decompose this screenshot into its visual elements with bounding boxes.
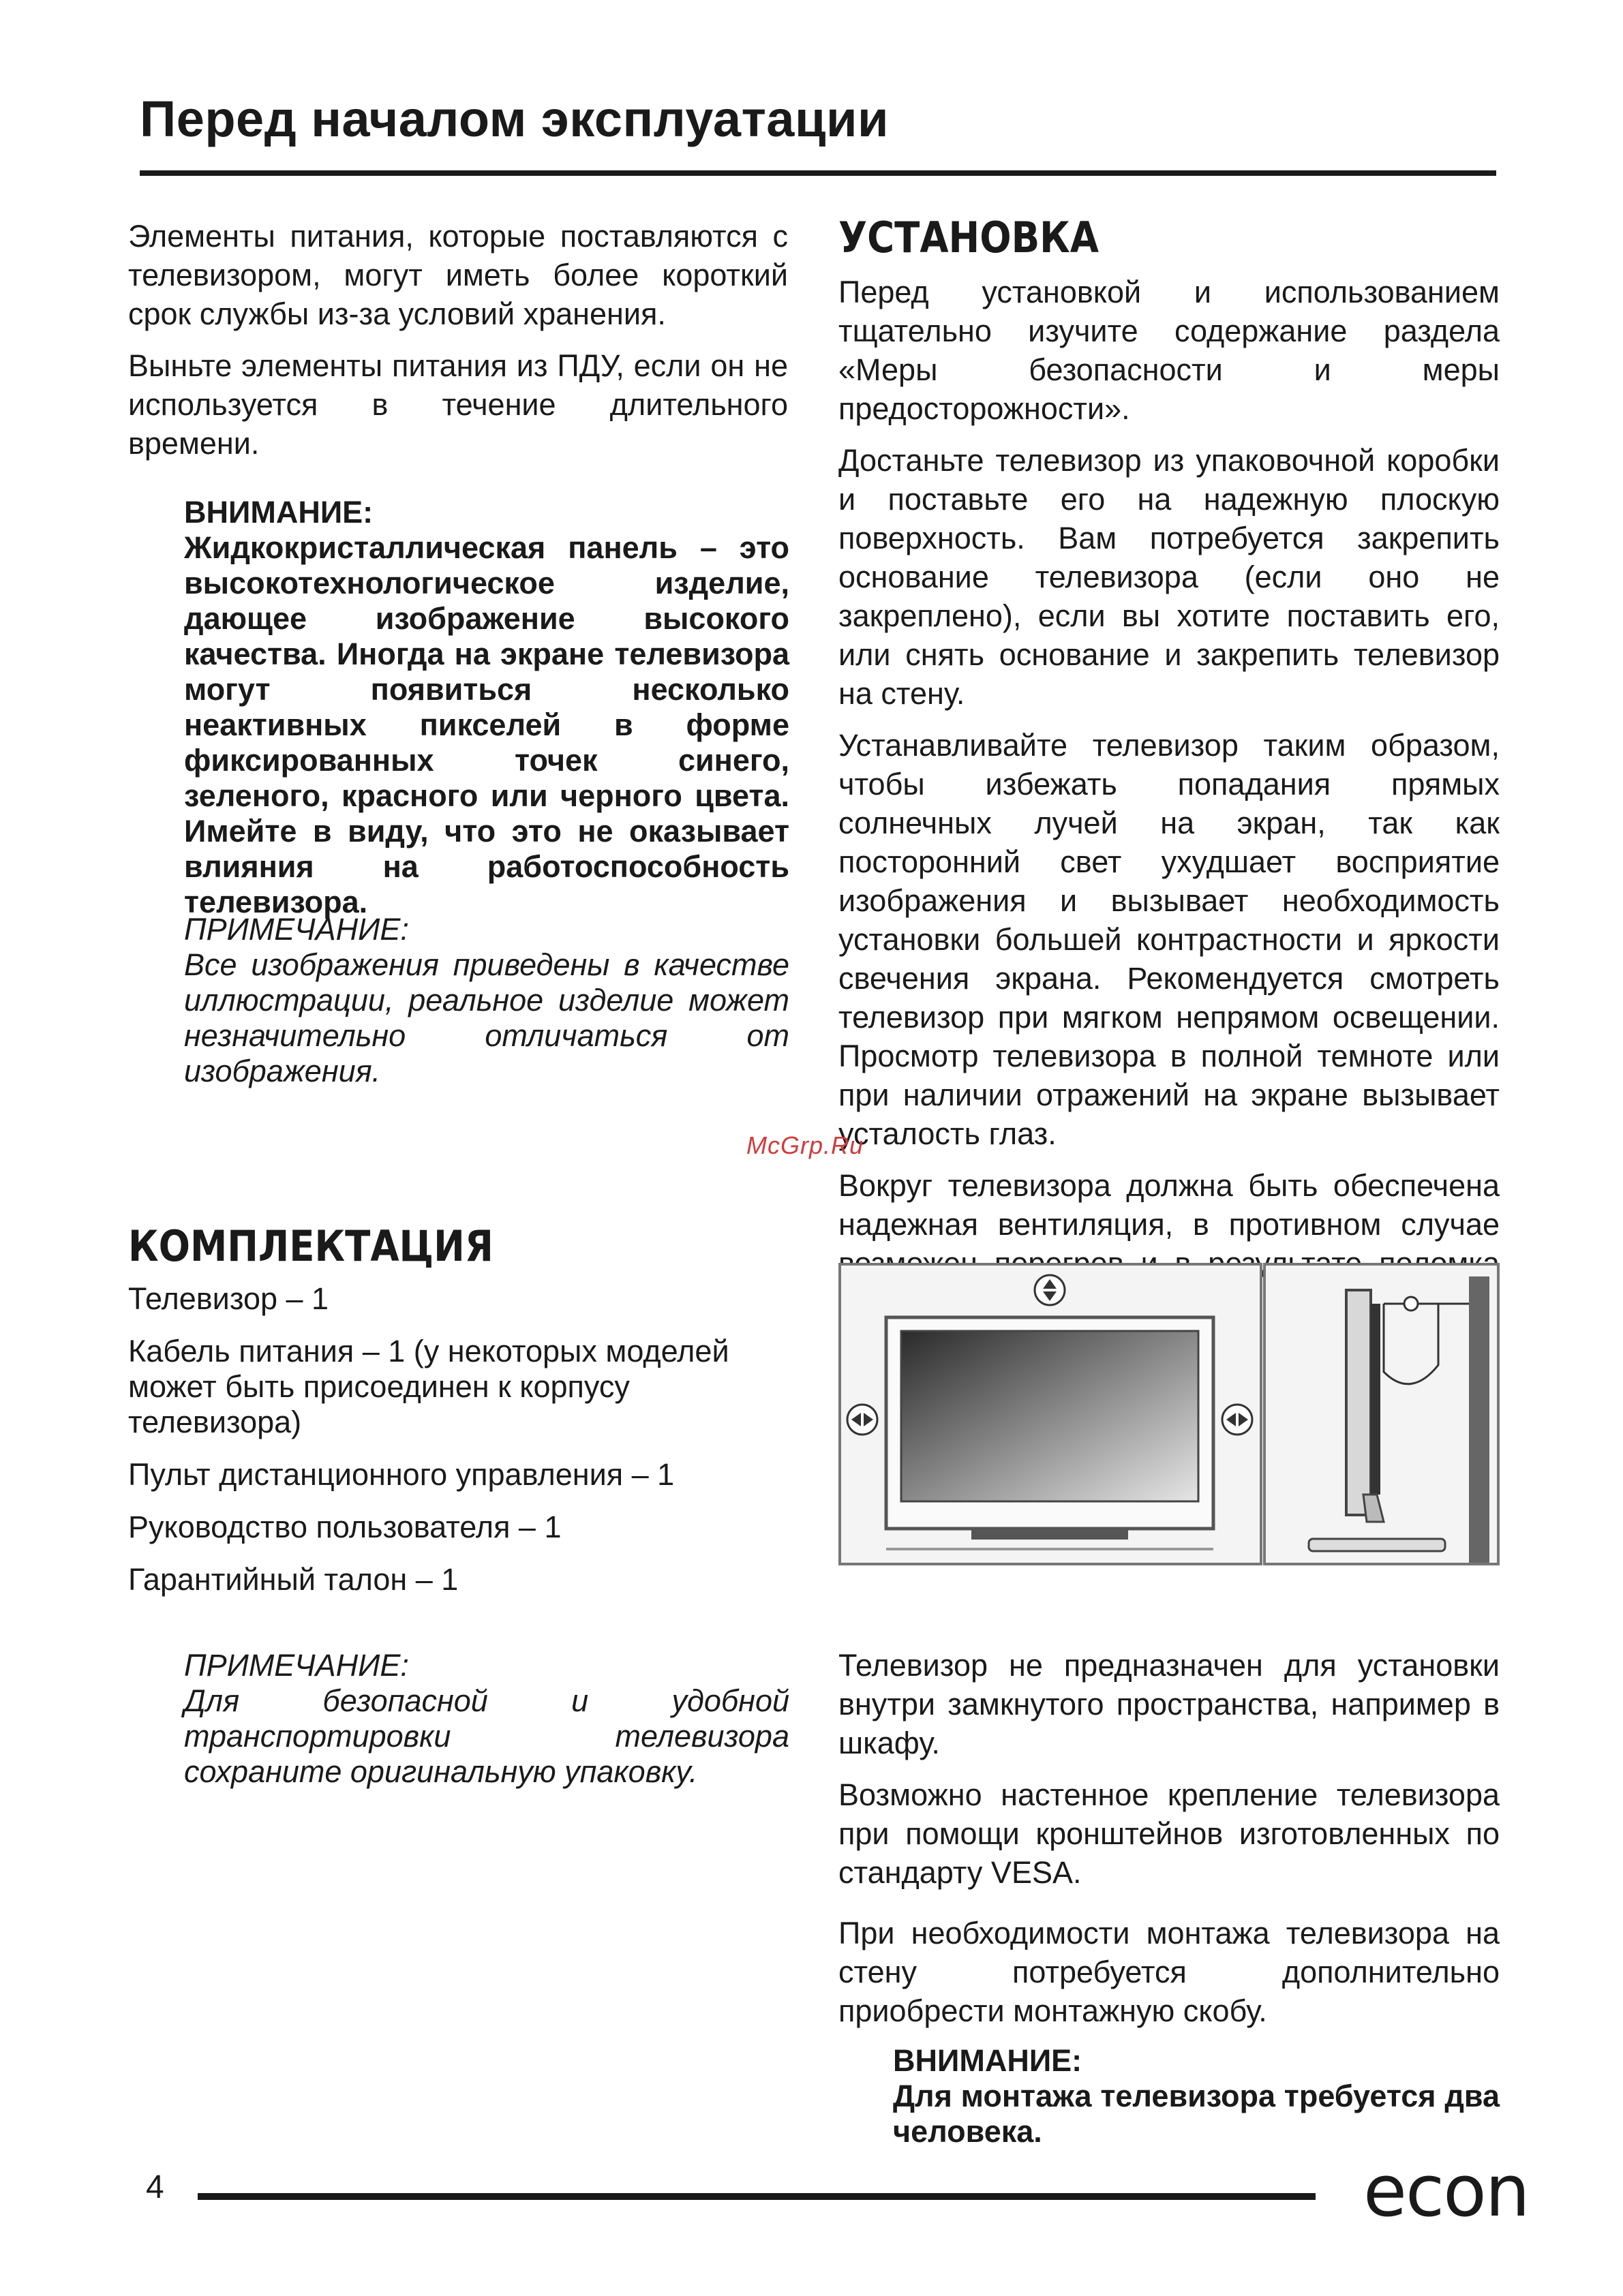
note-block-2 [184, 1648, 789, 1790]
watermark: McGrp.Ru [746, 1131, 864, 1159]
kit-item: Кабель питания – 1 (у некоторых моделей может быть присоединен к корпусу телевизора) [128, 1334, 729, 1439]
kit-item: Телевизор – 1 [128, 1281, 329, 1316]
after-figure-text [838, 1646, 1500, 1905]
install-paragraph-3: Устанавливайте телевизор таким образом, чтобы избежать попадания прямых солнечных лучей на экран, так как посторонний свет ухудшает восприятие изображения и вызывает необходимость установки большей контрастности и яркости свечения экрана. Рекомендуется смотреть телевизор при мягком непрямом освещении. Просмотр телевизора в полной темноте или при наличии отражений на экране вызывает усталость глаз. [838, 728, 1500, 1151]
vesa-paragraph: Возможно настенное крепление телевизора при помощи кронштейнов изготовленных по стандарту VESA. [838, 1777, 1500, 1890]
install-section [838, 211, 1500, 1334]
note-title: ПРИМЕЧАНИЕ: [184, 912, 409, 947]
note-text: Все изображения приведены в качестве иллюстрации, реальное изделие может незначительно отличаться от изображения. [184, 947, 789, 1088]
wall-mount-paragraph: При необходимости монтажа телевизора на стену потребуется дополнительно приобрести монтажную скобу. [838, 1916, 1500, 2028]
install-paragraph-2: Достаньте телевизор из упаковочной коробки и поставьте его на надежную плоскую поверхность. Вам потребуется закрепить основание телевизора (если оно не закреплено), если вы хотите поставить его, или снять основание и закрепить телевизор на стену. [838, 443, 1500, 711]
page-number: 4 [146, 2169, 164, 2205]
attention-title-2: ВНИМАНИЕ: [893, 2043, 1082, 2078]
kit-list [128, 1281, 788, 1597]
page-title: Перед началом эксплуатации [140, 91, 889, 147]
note-text-2: Для безопасной и удобной транспортировки телевизора сохраните оригинальную упаковку. [184, 1683, 789, 1789]
tv-illustration [838, 1263, 1500, 1566]
install-title: УСТАНОВКА [838, 213, 1099, 262]
kit-section [128, 1220, 788, 1614]
placement-paragraph: Телевизор не предназначен для установки внутри замкнутого пространства, например в шкафу. [838, 1648, 1500, 1760]
attention-block [184, 495, 789, 920]
attention-text-2: Для монтажа телевизора требуется два человека. [893, 2079, 1500, 2149]
kit-item: Руководство пользователя – 1 [128, 1510, 562, 1544]
kit-item: Гарантийный талон – 1 [128, 1562, 459, 1597]
wall-mount-text [838, 1914, 1500, 2043]
attention-title: ВНИМАНИЕ: [184, 495, 374, 530]
tv-front-view [840, 1264, 1261, 1564]
page-header [140, 89, 1503, 150]
tv-clearance-figure [838, 1263, 1500, 1566]
intro-paragraph-1: Элементы питания, которые поставляются с телевизором, могут иметь более короткий срок службы из-за условий хранения. [128, 219, 788, 331]
footer-rule [198, 2193, 1316, 2200]
intro-paragraph-2: Выньте элементы питания из ПДУ, если он не используется в течение длительного времени. [128, 348, 788, 461]
attention-text: Жидкокристаллическая панель – это высокотехнологическое изделие, дающее изображение высокого качества. Иногда на экране телевизора могут появиться несколько неактивных пикселей в форме фиксированных точек синего, зеленого, красного или черного цвета. Имейте в виду, что это не оказывает влияния на работоспособность телевизора. [184, 530, 789, 919]
brand-logo: econ [1363, 2149, 1529, 2233]
left-intro [128, 217, 788, 476]
kit-item: Пульт дистанционного управления – 1 [128, 1457, 675, 1492]
attention-block-2 [893, 2043, 1500, 2149]
note-block [184, 912, 789, 1089]
kit-title: КОМПЛЕКТАЦИЯ [128, 1221, 494, 1271]
install-paragraph-4: Вокруг телевизора должна быть обеспечена надежная вентиляция, в противном случае [838, 1168, 1500, 1242]
note-title-2: ПРИМЕЧАНИЕ: [184, 1648, 409, 1683]
header-rule [140, 170, 1496, 176]
install-paragraph-1: Перед установкой и использованием тщательно изучите содержание раздела «Меры безопасности и меры предосторожности». [838, 275, 1500, 426]
tv-side-view [1264, 1264, 1498, 1564]
